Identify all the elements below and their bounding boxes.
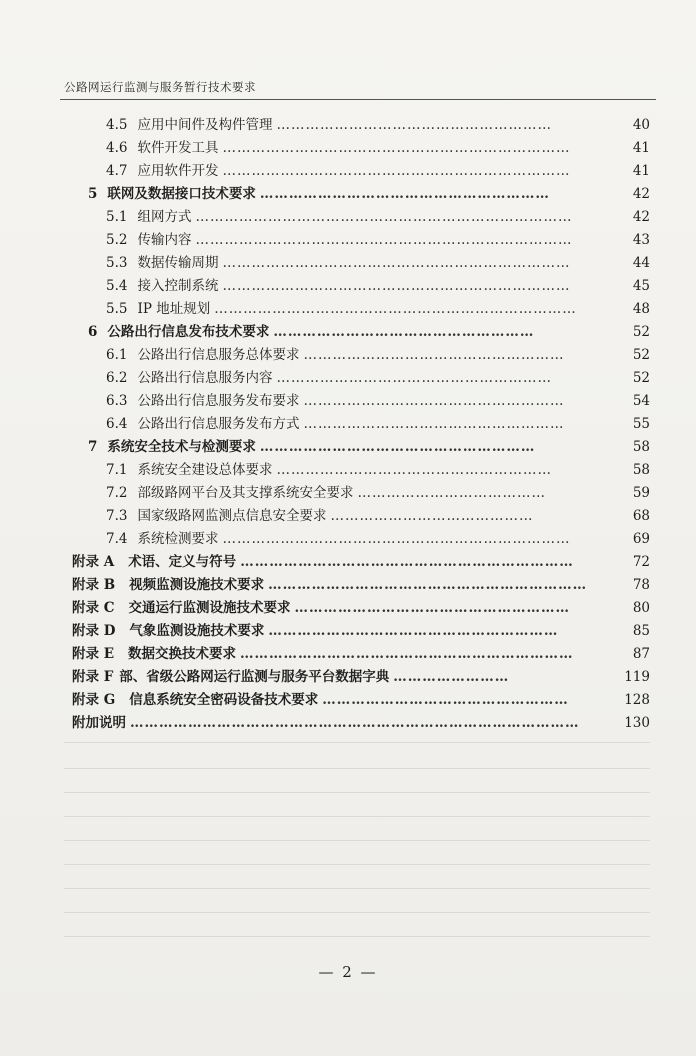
toc-entry-title: 公路出行信息服务内容 [137, 370, 273, 386]
toc-entry-number: 7.1 [106, 462, 128, 478]
toc-leader: …………………………………… [330, 508, 534, 524]
toc-appendix-label: 附录 D [72, 623, 116, 639]
toc-leader: …………………… [393, 669, 510, 685]
toc-entry[interactable] [106, 229, 650, 251]
toc-appendix-label: 附录 C [72, 600, 115, 616]
toc-entry-title: 信息系统安全密码设备技术要求 [129, 692, 319, 708]
toc-entry[interactable] [106, 137, 650, 159]
toc-leader: ………………………………………………… [276, 370, 552, 386]
toc-leader: …………………………………………………………… [240, 646, 574, 662]
toc-leader: ……………………………………………… [303, 416, 565, 432]
toc-entry-number: 6.2 [106, 370, 128, 386]
toc-entry[interactable] [106, 390, 650, 412]
toc-appendix[interactable] [72, 689, 650, 711]
toc-entry-title: 系统安全建设总体要求 [137, 462, 273, 478]
toc-entry[interactable] [106, 528, 650, 550]
toc-leader: …………………………………………………………………… [195, 232, 573, 248]
toc-entry-page: 85 [632, 623, 650, 639]
toc-appendix-label: 附录 F [72, 669, 114, 685]
toc-entry-title: 应用中间件及构件管理 [137, 117, 273, 133]
toc-entry-page: 58 [632, 439, 650, 455]
toc-entry-number: 5.2 [106, 232, 128, 248]
page-number: — 2 — [318, 963, 378, 981]
toc-leader: …………………………………………………………… [240, 554, 574, 570]
toc-entry-number: 7.3 [106, 508, 128, 524]
toc-entry[interactable] [106, 298, 650, 320]
toc-entry-page: 52 [632, 324, 650, 340]
toc-entry[interactable] [106, 413, 650, 435]
toc-entry-page: 52 [632, 347, 650, 363]
toc-entry-title: 公路出行信息服务总体要求 [137, 347, 300, 363]
toc-leader: ……………………………………………… [273, 324, 535, 340]
toc-entry-title: 系统安全技术与检测要求 [107, 439, 256, 455]
toc-entry-title: 数据传输周期 [137, 255, 219, 271]
toc-entry[interactable] [106, 114, 650, 136]
toc-leader: ……………………………………………… [303, 347, 565, 363]
toc-entry-page: 78 [632, 577, 650, 593]
toc-entry-page: 41 [632, 140, 650, 156]
toc-entry-number: 5.5 [106, 301, 128, 317]
toc-entry-number: 5 [88, 186, 98, 202]
toc-entry-title: 接入控制系统 [137, 278, 219, 294]
toc-entry-number: 7.2 [106, 485, 128, 501]
toc-entry-page: 80 [632, 600, 650, 616]
toc-entry-title: 交通运行监测设施技术要求 [128, 600, 291, 616]
toc-leader: ………………………………………………………………………………… [130, 715, 580, 731]
toc-entry-page: 72 [632, 554, 650, 570]
toc-entry-page: 68 [632, 508, 650, 524]
toc-leader: ……………………………………………………………… [222, 531, 571, 547]
toc-entry-title: 部、省级公路网运行监测与服务平台数据字典 [119, 669, 390, 685]
toc-entry[interactable] [106, 252, 650, 274]
toc-entry-number: 7 [88, 439, 98, 455]
toc-leader: …………………………………………………… [268, 623, 559, 639]
toc-entry-page: 41 [632, 163, 650, 179]
toc-entry[interactable] [106, 344, 650, 366]
toc-entry-page: 45 [632, 278, 650, 294]
toc-entry-page: 128 [624, 692, 650, 708]
toc-entry-page: 55 [632, 416, 650, 432]
toc-leader: ………………………………………………… [276, 462, 552, 478]
toc-entry[interactable] [106, 367, 650, 389]
toc-entry-title: 数据交换技术要求 [128, 646, 236, 662]
toc-entry-number: 5.4 [106, 278, 128, 294]
running-header: 公路网运行监测与服务暂行技术要求 [64, 80, 256, 94]
toc-entry-title: 联网及数据接口技术要求 [107, 186, 256, 202]
toc-entry[interactable] [106, 459, 650, 481]
toc-entry-title: IP 地址规划 [137, 301, 211, 317]
toc-entry[interactable] [106, 482, 650, 504]
toc-entry[interactable] [106, 275, 650, 297]
toc-entry-number: 5.1 [106, 209, 128, 225]
toc-entry-number: 7.4 [106, 531, 128, 547]
toc-chapter[interactable] [88, 436, 650, 458]
toc-appendix[interactable] [72, 574, 650, 596]
toc-leader: ………………………………………………… [259, 439, 536, 455]
toc-entry-title: 气象监测设施技术要求 [129, 623, 265, 639]
toc-entry-page: 58 [632, 462, 650, 478]
toc-entry-number: 4.6 [106, 140, 128, 156]
toc-entry-page: 69 [632, 531, 650, 547]
toc-entry-page: 54 [632, 393, 650, 409]
toc-entry-title: 国家级路网监测点信息安全要求 [137, 508, 327, 524]
toc-appendix-label: 附录 G [72, 692, 116, 708]
toc-entry-number: 4.5 [106, 117, 128, 133]
toc-appendix-label: 附录 A [72, 554, 115, 570]
toc-entry-number: 6.4 [106, 416, 128, 432]
toc-entry-page: 42 [632, 209, 650, 225]
toc-leader: …………………………………………… [322, 692, 569, 708]
toc-entry-page: 42 [632, 186, 650, 202]
toc-entry-title: 公路出行信息发布技术要求 [107, 324, 270, 340]
toc-entry-title: 附加说明 [72, 715, 126, 731]
toc-entry[interactable] [106, 505, 650, 527]
toc-appendix[interactable] [72, 712, 650, 734]
toc-entry-number: 6 [88, 324, 98, 340]
toc-leader: …………………………………………………………………… [195, 209, 573, 225]
toc-leader: ……………………………………………………………… [222, 255, 571, 271]
toc-entry-title: 软件开发工具 [137, 140, 219, 156]
toc-appendix-label: 附录 B [72, 577, 116, 593]
toc-entry-number: 6.1 [106, 347, 128, 363]
toc-entry-title: 系统检测要求 [137, 531, 219, 547]
toc-leader: ……………………………………………………………… [222, 140, 571, 156]
toc-entry-page: 59 [632, 485, 650, 501]
toc-entry-title: 公路出行信息服务发布方式 [137, 416, 300, 432]
toc-leader: ……………………………………………………………… [222, 163, 571, 179]
toc-chapter[interactable] [88, 321, 650, 343]
toc-entry-page: 40 [632, 117, 650, 133]
toc-entry-title: 应用软件开发 [137, 163, 219, 179]
toc-entry-title: 组网方式 [137, 209, 192, 225]
toc-appendix[interactable] [72, 597, 650, 619]
toc-leader: ………………………………………………………………… [214, 301, 577, 317]
toc-entry-number: 5.3 [106, 255, 128, 271]
toc-entry-page: 119 [624, 669, 650, 685]
toc-entry-number: 6.3 [106, 393, 128, 409]
toc-entry-page: 48 [632, 301, 650, 317]
toc-leader: ………………………………… [357, 485, 546, 501]
toc-entry-title: 公路出行信息服务发布要求 [137, 393, 300, 409]
toc-entry-page: 130 [624, 715, 650, 731]
toc-leader: ………………………………………………………… [268, 577, 588, 593]
toc-appendix[interactable] [72, 666, 650, 688]
toc-leader: …………………………………………………… [259, 186, 550, 202]
toc-appendix[interactable] [72, 551, 650, 573]
toc-chapter[interactable] [88, 183, 650, 205]
toc-leader: ………………………………………………… [276, 117, 552, 133]
toc-leader: ……………………………………………… [303, 393, 565, 409]
toc-entry-page: 44 [632, 255, 650, 271]
toc-entry-page: 43 [632, 232, 650, 248]
toc-entry-page: 52 [632, 370, 650, 386]
toc-entry-page: 87 [632, 646, 650, 662]
toc-entry[interactable] [106, 206, 650, 228]
toc-leader: ………………………………………………… [294, 600, 570, 616]
toc-appendix-label: 附录 E [72, 646, 114, 662]
toc-leader: ……………………………………………………………… [222, 278, 571, 294]
toc-entry[interactable] [106, 160, 650, 182]
toc-entry-title: 术语、定义与符号 [128, 554, 237, 570]
toc-entry-title: 视频监测设施技术要求 [129, 577, 265, 593]
toc-entry-title: 部级路网平台及其支撑系统安全要求 [137, 485, 354, 501]
toc-entry-title: 传输内容 [137, 232, 192, 248]
toc-appendix[interactable] [72, 643, 650, 665]
toc-entry-number: 4.7 [106, 163, 128, 179]
toc-appendix[interactable] [72, 620, 650, 642]
